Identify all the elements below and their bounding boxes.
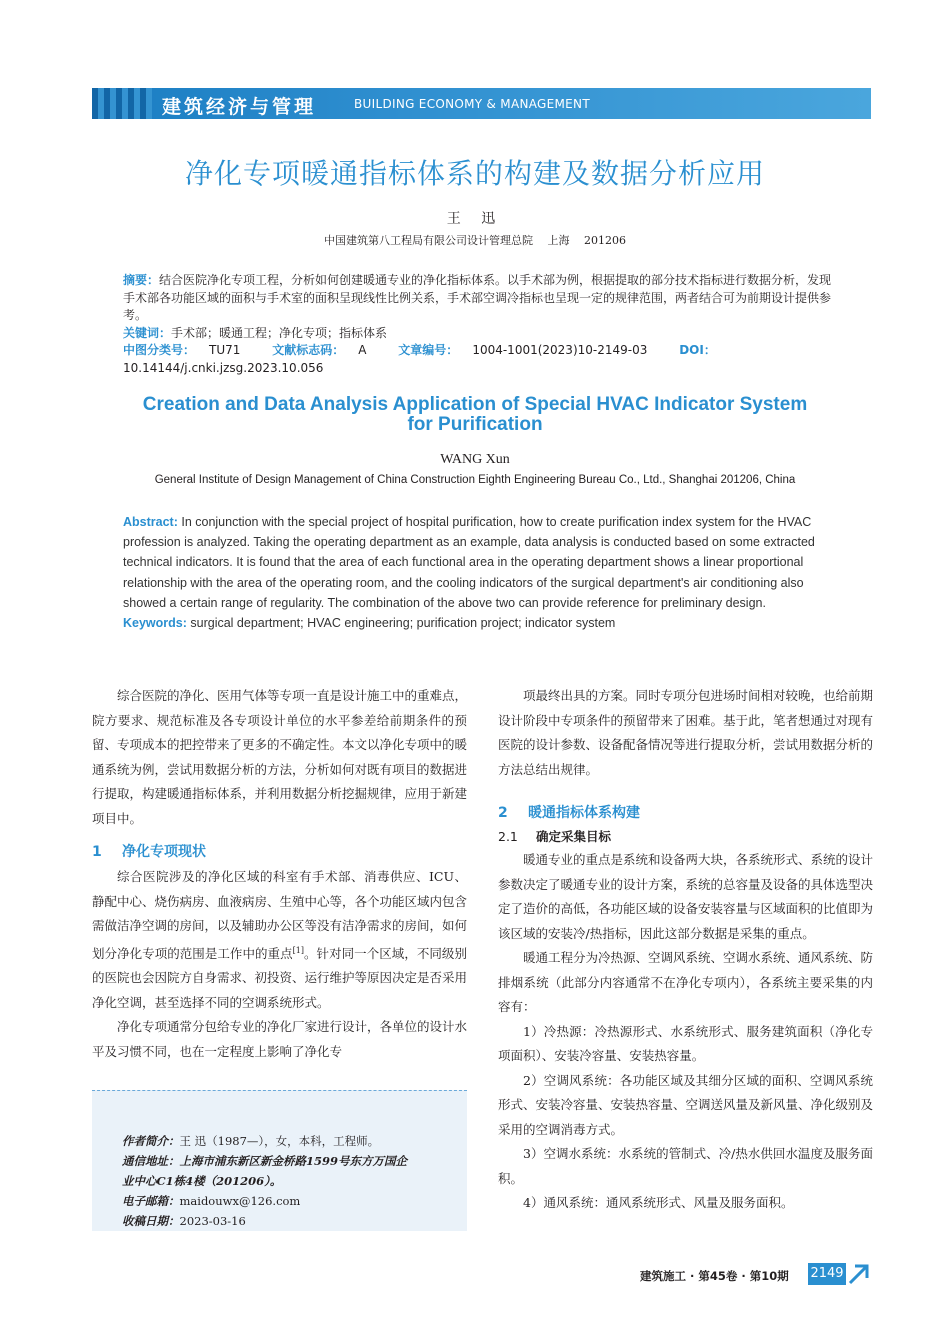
body-left-column (92, 684, 467, 1064)
author-info-box (92, 1090, 467, 1231)
keywords-cn-label: 关键词： (123, 325, 172, 340)
author-info-content (122, 1131, 407, 1231)
abstract-en-label: Abstract: (123, 515, 178, 529)
author-intro-label: 作者简介： (122, 1134, 180, 1148)
section-2-title: 暖通指标体系构建 (528, 805, 640, 821)
keywords-en (123, 613, 843, 633)
section-1-paragraph-1-text-b: 。针对同一个区域，不同级别的医院也会因院方自身需求、初投资、运行维护等原因决定是否采用净化空调，甚至选择不同的空调系统形式。 (92, 945, 468, 1010)
section-1-paragraph-2: 净化专项通常分包给专业的净化厂家进行设计，各单位的设计水平及习惯不同，也在一定程度上影响了净化专 (92, 1019, 468, 1059)
received-date-row (122, 1211, 407, 1231)
list-item-3: 3）空调水系统：水系统的管制式、冷/热水供回水温度及服务面积。 (498, 1146, 873, 1186)
doc-code-value: A (358, 343, 367, 357)
section-title-cn: 建筑经济与管理 (162, 96, 317, 118)
section-title-en: BUILDING ECONOMY & MANAGEMENT (354, 97, 590, 111)
article-number-value: 1004-1001(2023)10-2149-03 (472, 343, 648, 357)
arrow-up-right-icon (847, 1262, 871, 1286)
subsection-2-1-heading (498, 826, 873, 848)
paper-title-en (0, 395, 950, 435)
doi-label: DOI： (679, 343, 716, 357)
subsection-2-1-title: 确定采集目标 (536, 829, 612, 844)
paper-title-cn: 净化专项暖通指标体系的构建及数据分析应用 (184, 157, 765, 190)
clc-value: TU71 (209, 343, 241, 357)
author-intro-row (122, 1131, 407, 1151)
abstract-en (123, 512, 843, 633)
affiliation-en: General Institute of Design Management of China Construction Eighth Engineering Bureau Co., Ltd., Shanghai 201206, China (154, 474, 796, 486)
paper-title-en-line1: Creation and Data Analysis Application of Special HVAC Indicator System (142, 394, 808, 415)
paper-title-en-line2: for Purification (407, 414, 543, 435)
address-label: 通信地址： (122, 1154, 180, 1168)
abstract-cn-paragraph (123, 272, 843, 325)
continued-paragraph: 项最终出具的方案。同时专项分包进场时间相对较晚，也给前期设计阶段中专项条件的预留带来了困难。基于此，笔者想通过对现有医院的设计参数、设备配备情况等进行提取分析，尝试用数据分析的方法总结出规律。 (498, 688, 874, 777)
address-line-2: 业中心C1栋4楼（201206）。 (122, 1174, 282, 1188)
doi-value: 10.14144/j.cnki.jzsg.2023.10.056 (123, 360, 324, 375)
doc-code-label: 文献标志码： (272, 343, 345, 357)
author-cn: 王 迅 (446, 211, 504, 227)
received-date-value: 2023-03-16 (179, 1214, 246, 1228)
list-item-4: 4）通风系统：通风系统形式、风量及服务面积。 (523, 1195, 794, 1210)
body-right-column (498, 684, 873, 1216)
email-value[interactable]: maidouwx@126.com (179, 1194, 301, 1208)
section-1-paragraph-1-text-a: 综合医院涉及的净化区域的科室有手术部、消毒供应、ICU、静配中心、烧伤病房、血液病房、生殖中心等，各个功能区域内包含需做洁净空调的房间，以及辅助办公区等没有洁净需求的房间，如何划分净化专项的范围是工作中的重点 (92, 869, 468, 961)
citation-ref-1[interactable]: [1] (292, 945, 304, 955)
section-1-number: 1 (92, 844, 102, 860)
subsection-2-1-paragraph-2: 暖通工程分为冷热源、空调风系统、空调水系统、通风系统、防排烟系统（此部分内容通常不在净化专项内），各系统主要采集的内容有： (498, 950, 874, 1014)
band-stripes-decoration (92, 88, 152, 119)
email-row (122, 1191, 407, 1211)
clc-label: 中图分类号： (123, 343, 196, 357)
section-1-title: 净化专项现状 (122, 844, 206, 860)
email-label: 电子邮箱： (122, 1194, 180, 1208)
abstract-cn-text: 结合医院净化专项工程，分析如何创建暖通专业的净化指标体系。以手术部为例，根据提取的部分技术指标进行数据分析，发现手术部各功能区域的面积与手术室的面积呈现线性比例关系，手术部空调冷指标也呈现一定的规律范围，两者结合可为前期设计提供参考。 (123, 273, 832, 322)
section-2-number: 2 (498, 805, 508, 821)
address-row-2 (122, 1171, 407, 1191)
author-intro-value: 王 迅（1987—），女，本科，工程师。 (179, 1134, 380, 1148)
classification-row (123, 342, 843, 377)
received-date-label: 收稿日期： (122, 1214, 180, 1228)
list-item-2: 2）空调风系统：各功能区域及其细分区域的面积、空调风系统形式、安装冷容量、安装热容量、空调送风量及新风量、净化级别及采用的空调消毒方式。 (498, 1072, 874, 1137)
article-number-label: 文章编号： (398, 343, 459, 357)
keywords-cn (123, 325, 843, 343)
address-row (122, 1151, 407, 1171)
page-number: 2149 (808, 1263, 846, 1285)
section-1-paragraph-1 (92, 865, 467, 1015)
subsection-2-1-paragraph-1: 暖通专业的重点是系统和设备两大块，各系统形式、系统的设计参数决定了暖通专业的设计方案，系统的总容量及设备的具体选型决定了造价的高低，各功能区域的设备安装容量与区域面积的比值即为该区域的安装冷/热指标，因此这部分数据是采集的重点。 (498, 852, 874, 941)
list-item-1: 1）冷热源：冷热源形式、水系统形式、服务建筑面积（净化专项面积）、安装冷容量、安装热容量。 (498, 1023, 873, 1063)
affiliation-cn: 中国建筑第八工程局有限公司设计管理总院 上海 201206 (324, 234, 626, 247)
keywords-en-label: Keywords: (123, 616, 187, 631)
author-en: WANG Xun (440, 452, 510, 467)
subsection-2-1-number: 2.1 (498, 829, 518, 844)
intro-paragraph: 综合医院的净化、医用气体等专项一直是设计施工中的重难点，院方要求、规范标准及各专项设计单位的水平参差给前期条件的预留、专项成本的把控带来了更多的不确定性。本文以净化专项中的暖通系统为例，尝试用数据分析的方法，分析如何对既有项目的数据进行提取，构建暖通指标体系，并利用数据分析挖掘规律，应用于新建项目中。 (92, 688, 468, 826)
abstract-cn (123, 272, 843, 377)
abstract-en-text: In conjunction with the special project of hospital purification, how to create purification index system for the HVAC profession is analyzed. Taking the operating department as an example, data analysis is conducted based on some extracted technical indicators. It is found that the area of each functional area in the operating department shows a linear proportional relationship with the area of the operating room, and the cooling indicators of the surgical department's air conditioning also showed a certain range of regularity. The combination of the above two can provide reference for preliminary design. (123, 515, 815, 610)
abstract-en-paragraph (123, 512, 843, 613)
keywords-en-text: surgical department; HVAC engineering; purification project; indicator system (186, 616, 616, 631)
journal-section-band (92, 88, 871, 119)
section-2-heading (498, 800, 873, 826)
keywords-cn-text: 手术部；暖通工程；净化专项；指标体系 (171, 325, 388, 340)
abstract-cn-label: 摘要： (123, 273, 160, 287)
address-line-1: 上海市浦东新区新金桥路1599号东方万国企 (179, 1154, 408, 1168)
journal-footer: 建筑施工 · 第45卷 · 第10期 (640, 1269, 789, 1283)
section-1-heading (92, 839, 467, 865)
